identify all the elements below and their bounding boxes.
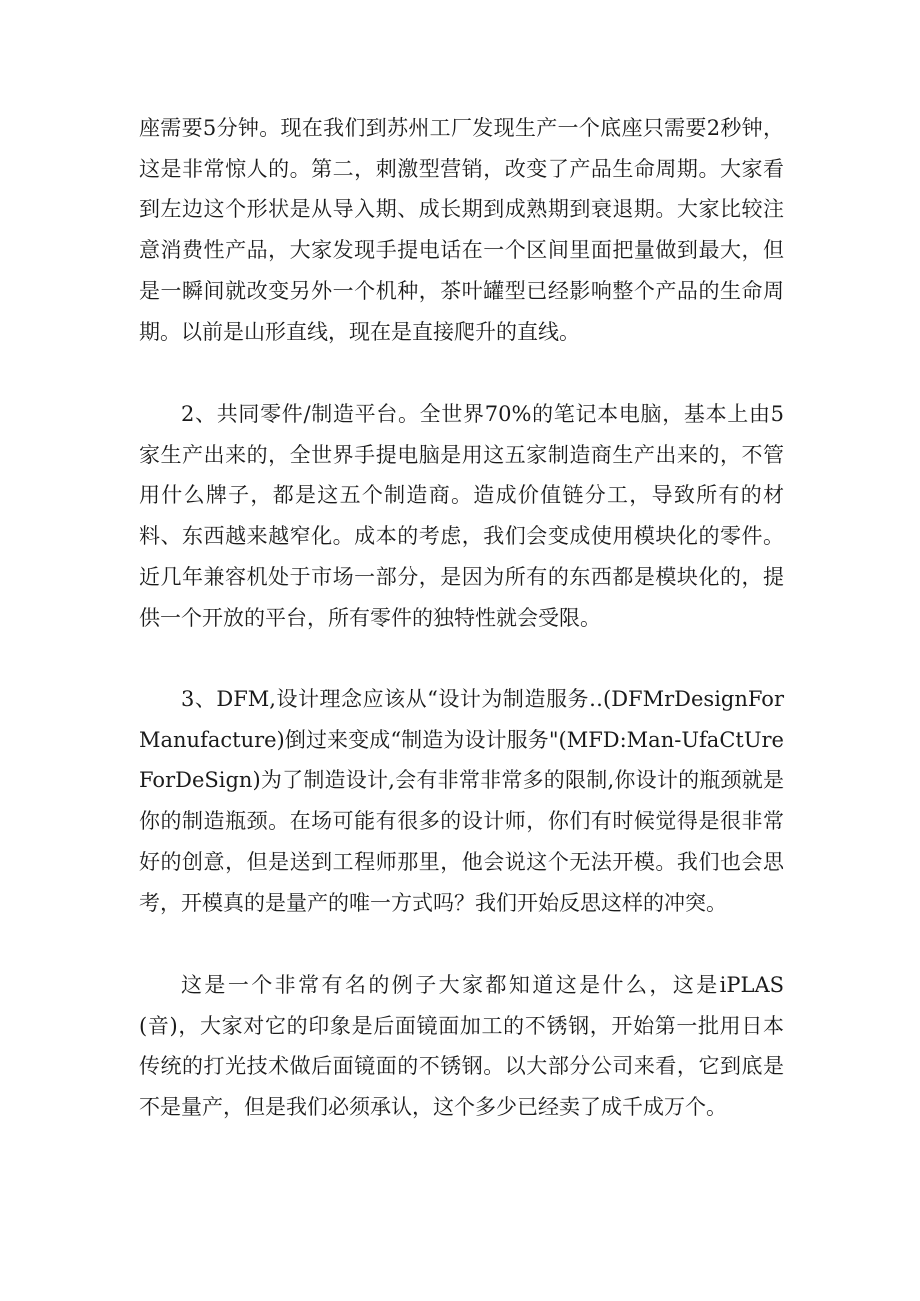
paragraph-continued: 座需要5分钟。现在我们到苏州工厂发现生产一个底座只需要2秒钟，这是非常惊人的。第二，刺激型营销，改变了产品生命周期。大家看到左边这个形状是从导入期、成长期到成熟期到衰退期。大家比较注意消费性产品，大家发现手提电话在一个区间里面把量做到最大，但是一瞬间就改变另外一个机种，茶叶罐型已经影响整个产品的生命周期。以前是山形直线，现在是直接爬升的直线。: [139, 116, 784, 344]
paragraph-common-parts: 2、共同零件/制造平台。全世界70%的笔记本电脑，基本上由5家生产出来的，全世界手提电脑是用这五家制造商生产出来的，不管用什么牌子，都是这五个制造商。造成价值链分工，导致所有的材料、东西越来越窄化。成本的考虑，我们会变成使用模块化的零件。近几年兼容机处于市场一部分，是因为所有的东西都是模块化的，提供一个开放的平台，所有零件的独特性就会受限。: [139, 402, 784, 630]
paragraph-dfm: 3、DFM,设计理念应该从“设计为制造服务‥(DFMrDesignForManufacture)倒过来变成“制造为设计服务"(MFD:Man-UfaCtUreForDeSign)为了制造设计,会有非常非常多的限制,你设计的瓶颈就是你的制造瓶颈。在场可能有很多的设计师，你们有时候觉得是很非常好的创意，但是送到工程师那里，他会说这个无法开模。我们也会思考，开模真的是量产的唯一方式吗？我们开始反思这样的冲突。: [139, 687, 784, 915]
paragraph-example: 这是一个非常有名的例子大家都知道这是什么，这是iPLAS(音)，大家对它的印象是后面镜面加工的不锈钢，开始第一批用日本传统的打光技术做后面镜面的不锈钢。以大部分公司来看，它到底是不是量产，但是我们必须承认，这个多少已经卖了成千成万个。: [139, 973, 784, 1120]
